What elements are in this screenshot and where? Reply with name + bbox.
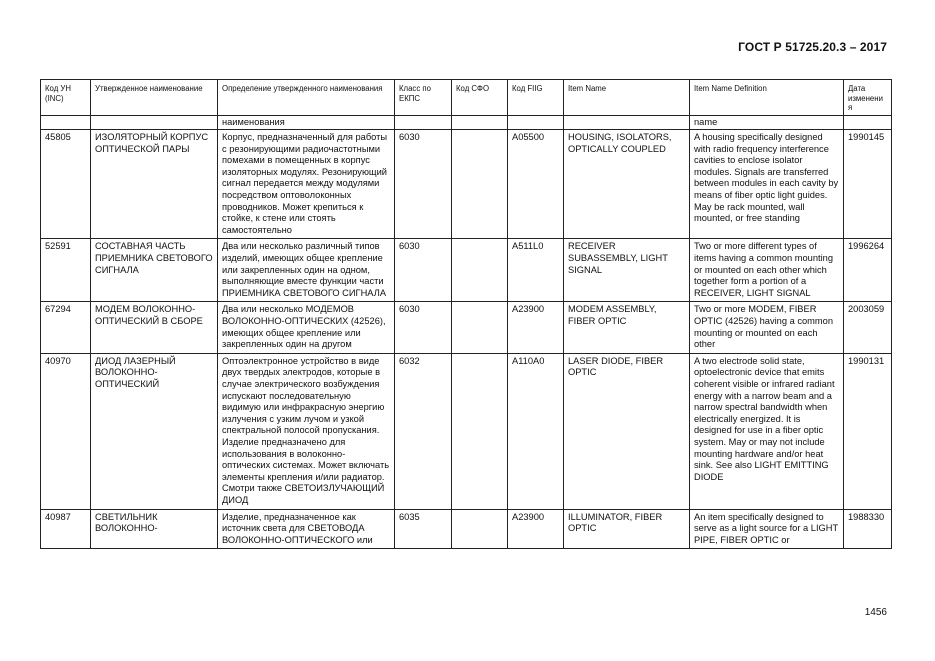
cell-class: 6030: [395, 239, 452, 302]
column-header-class: Класс по ЕКПС: [395, 80, 452, 116]
column-header-fiig: Код FIIG: [508, 80, 564, 116]
cell-class: 6035: [395, 509, 452, 549]
column-header-item-name: Item Name: [564, 80, 690, 116]
cell-item-definition: A two electrode solid state, optoelectronic device that emits coherent visible or infrared radiant energy with a narrow beam and a narrow spectral bandwidth when electrically energized. It is designed for use in a fiber optic system. May or may not include mounting hardware and/or heat sink. See also LIGHT EMITTING DIODE: [690, 353, 844, 509]
table-cell: [91, 115, 218, 130]
table-header-row: [41, 80, 892, 116]
continuation-row: [41, 115, 892, 130]
cell-definition: Два или несколько МОДЕМОВ ВОЛОКОННО-ОПТИЧЕСКИХ (42526), имеющих общее крепление или закрепленных один на другом: [218, 302, 395, 353]
cell-date: 1988330: [844, 509, 892, 549]
table-cell: [395, 115, 452, 130]
cell-name: ДИОД ЛАЗЕРНЫЙ ВОЛОКОННО-ОПТИЧЕСКИЙ: [91, 353, 218, 509]
cell-date: 1996264: [844, 239, 892, 302]
table-cell: [564, 115, 690, 130]
cell-fiig: A23900: [508, 509, 564, 549]
cell-fiig: A511L0: [508, 239, 564, 302]
cell-sfo: [452, 509, 508, 549]
cell-definition: Изделие, предназначенное как источник света для СВЕТОВОДА ВОЛОКОННО-ОПТИЧЕСКОГО или: [218, 509, 395, 549]
cell-class: 6032: [395, 353, 452, 509]
table-row: [41, 302, 892, 353]
column-header-definition: Определение утвержденного наименования: [218, 80, 395, 116]
table-cell: [844, 115, 892, 130]
cell-item-definition: Two or more different types of items having a common mounting or mounted on each other which together form a portion of a RECEIVER, LIGHT SIGNAL: [690, 239, 844, 302]
cell-item-definition: Two or more MODEM, FIBER OPTIC (42526) having a common mounting or mounted on each other: [690, 302, 844, 353]
cell-fiig: A23900: [508, 302, 564, 353]
cell-name: СВЕТИЛЬНИК ВОЛОКОННО-: [91, 509, 218, 549]
column-header-date: Дата изменения: [844, 80, 892, 116]
cell-sfo: [452, 239, 508, 302]
table-row: [41, 130, 892, 239]
cell-date: 1990145: [844, 130, 892, 239]
column-header-item-definition: Item Name Definition: [690, 80, 844, 116]
item-names-table: [40, 79, 892, 549]
cell-name: СОСТАВНАЯ ЧАСТЬ ПРИЕМНИКА СВЕТОВОГО СИГНАЛА: [91, 239, 218, 302]
table-row: [41, 239, 892, 302]
cell-inc: 45805: [41, 130, 91, 239]
cell-sfo: [452, 302, 508, 353]
cell-definition: Оптоэлектронное устройство в виде двух твердых электродов, которые в случае электрического возбуждения испускают последовательную видимую или инфракрасную энергию излучения с узким лучом и узкой спектральной полосой пропускания. Изделие предназначено для использования в волоконно-оптических системах. Может включать элементы крепления и/или радиатор. Смотри также СВЕТОИЗЛУЧАЮЩИЙ ДИОД: [218, 353, 395, 509]
cell-sfo: [452, 353, 508, 509]
cell-item-name: MODEM ASSEMBLY, FIBER OPTIC: [564, 302, 690, 353]
cell-inc: 40970: [41, 353, 91, 509]
cell-fiig: A110A0: [508, 353, 564, 509]
cell-item-definition: An item specifically designed to serve as a light source for a LIGHT PIPE, FIBER OPTIC or: [690, 509, 844, 549]
cell-class: 6030: [395, 130, 452, 239]
page-number: 1456: [864, 607, 887, 618]
cell-item-name: LASER DIODE, FIBER OPTIC: [564, 353, 690, 509]
table-row: [41, 353, 892, 509]
table-row: [41, 509, 892, 549]
cell-item-name: RECEIVER SUBASSEMBLY, LIGHT SIGNAL: [564, 239, 690, 302]
cell-sfo: [452, 130, 508, 239]
document-header: ГОСТ Р 51725.20.3 – 2017: [738, 40, 887, 54]
table-cell: [41, 115, 91, 130]
column-header-sfo: Код СФО: [452, 80, 508, 116]
column-header-inc: Код УН (INC): [41, 80, 91, 116]
cell-inc: 40987: [41, 509, 91, 549]
cell-item-definition: A housing specifically designed with radio frequency interference cavities to enclose isolator modules. Signals are transferred between modules in each cavity by means of fiber optic light guides. May be rack mounted, wall mounted, or free standing: [690, 130, 844, 239]
cell-name: ИЗОЛЯТОРНЫЙ КОРПУС ОПТИЧЕСКОЙ ПАРЫ: [91, 130, 218, 239]
table-cell: [508, 115, 564, 130]
cell-inc: 67294: [41, 302, 91, 353]
cell-definition: Два или несколько различный типов изделий, имеющих общее крепление или закрепленных один на одном, выполняющие вместе функции части ПРИЕМНИКА СВЕТОВОГО СИГНАЛА: [218, 239, 395, 302]
cell-name: МОДЕМ ВОЛОКОННО-ОПТИЧЕСКИЙ В СБОРЕ: [91, 302, 218, 353]
cell-item-name: ILLUMINATOR, FIBER OPTIC: [564, 509, 690, 549]
cell-inc: 52591: [41, 239, 91, 302]
cell-fiig: A05500: [508, 130, 564, 239]
table-cell: [452, 115, 508, 130]
continuation-definition: наименования: [218, 115, 395, 130]
cell-date: 2003059: [844, 302, 892, 353]
cell-definition: Корпус, предназначенный для работы с резонирующими радиочастотными помехами в помещенных в корпус изоляторных модулях. Резонирующий сигнал передается между модулями посредством оптоволоконных проводников. Может крепиться к стойке, к стене или стоять самостоятельно: [218, 130, 395, 239]
column-header-name: Утвержденное наименование: [91, 80, 218, 116]
cell-class: 6030: [395, 302, 452, 353]
continuation-item-definition: name: [690, 115, 844, 130]
cell-item-name: HOUSING, ISOLATORS, OPTICALLY COUPLED: [564, 130, 690, 239]
cell-date: 1990131: [844, 353, 892, 509]
